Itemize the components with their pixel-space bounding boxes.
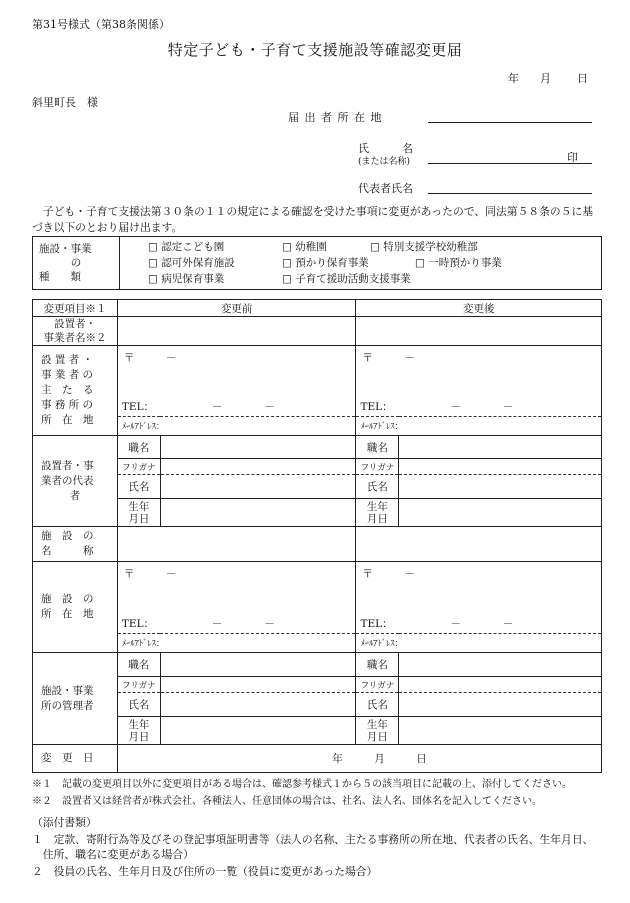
form-number: 第31号様式（第38条関係）	[32, 18, 170, 31]
declaration-text: 子ども・子育て支援法第３０条の１１の規定による確認を受けた事項に変更があったので、同法第５８条の５に基づき以下のとおり届け出ます。	[32, 205, 594, 234]
facility-type-label: 施設・事業 の 種 類	[33, 237, 120, 290]
rep-furigana-after[interactable]	[399, 459, 602, 475]
change-table	[32, 299, 602, 773]
rep-name-label-after: 氏名	[356, 475, 399, 499]
facility-postal-after[interactable]: 〒 －	[356, 562, 602, 615]
rep-name-label-before: 氏名	[117, 475, 160, 499]
mgr-furigana-label-before: フリガナ	[117, 677, 160, 693]
rep-post-before[interactable]	[160, 436, 356, 459]
header-after: 変更後	[356, 300, 602, 317]
checkbox-certified-kodomoen[interactable]: □ 認定こども園	[148, 241, 225, 253]
office-postal-after[interactable]: 〒 －	[356, 346, 602, 398]
attachment-item-2: ２ 役員の氏名、生年月日及び住所の一覧（役員に変更があった場合）	[32, 865, 378, 878]
checkbox-kindergarten[interactable]: □ 幼稚園	[282, 241, 327, 253]
row-label-office-address: 設 置 者 ・ 事 業 者 の 主 た る 事 務 所 の 所 在 地	[33, 346, 118, 436]
rep-dob-label-before: 生年 月日	[117, 499, 160, 527]
row-label-facility-address: 施 設 の 所 在 地	[33, 562, 118, 653]
checkbox-temporary-care[interactable]: □ 一時預かり事業	[415, 257, 502, 269]
owner-name-after[interactable]	[356, 317, 602, 346]
representative-field[interactable]	[428, 193, 592, 194]
rep-furigana-before[interactable]	[160, 459, 356, 475]
facility-name-after[interactable]	[356, 527, 602, 562]
facility-postal-before[interactable]: 〒 －	[117, 562, 356, 615]
mgr-name-label-before: 氏名	[117, 693, 160, 717]
change-date-field[interactable]: 年 月 日	[117, 745, 601, 773]
page-title: 特定子ども・子育て支援施設等確認変更届	[167, 41, 463, 59]
owner-name-before[interactable]	[117, 317, 356, 346]
mgr-name-before[interactable]	[160, 693, 356, 717]
seal-mark: 印	[567, 151, 578, 164]
checkbox-sick-child-care[interactable]: □ 病児保育事業	[148, 273, 225, 285]
header-change-item: 変更項目※１	[33, 300, 118, 317]
attachment-item-1: １ 定款、寄附行為等及びその登記事項証明書等（法人の名称、主たる事務所の所在地、代表者の氏名、生年月日、住所、職名に変更がある場合）	[32, 833, 594, 861]
checkbox-family-support[interactable]: □ 子育て援助活動支援事業	[282, 273, 411, 285]
office-postal-before[interactable]: 〒 －	[117, 346, 356, 398]
mgr-furigana-label-after: フリガナ	[356, 677, 399, 693]
date-month-label: 月	[540, 72, 551, 85]
rep-name-before[interactable]	[160, 475, 356, 499]
office-email-after[interactable]: ﾒｰﾙｱﾄﾞﾚｽ：	[356, 417, 602, 436]
mgr-post-label-after: 職名	[356, 653, 399, 677]
facility-tel-before[interactable]: TEL： － －	[117, 615, 356, 634]
addressee: 斜里町長 様	[32, 96, 98, 109]
note-1: ※１ 記載の変更項目以外に変更項目がある場合は、確認参考様式１から５の該当項目に記載の上、添付してください。	[32, 779, 572, 790]
rep-post-label-after: 職名	[356, 436, 399, 459]
header-before: 変更前	[117, 300, 356, 317]
rep-dob-before[interactable]	[160, 499, 356, 527]
mgr-dob-label-before: 生年 月日	[117, 717, 160, 745]
attachments-heading: （添付書類）	[32, 816, 97, 829]
applicant-name-label: 氏 名	[358, 142, 413, 155]
checkbox-unlicensed-nursery[interactable]: □ 認可外保育施設	[148, 257, 235, 269]
note-2: ※２ 設置者又は経営者が株式会社、各種法人、任意団体の場合は、社名、法人名、団体名を記入してください。	[32, 796, 542, 807]
row-label-representative: 設置者・事 業者の代表 者	[33, 436, 118, 527]
facility-name-before[interactable]	[117, 527, 356, 562]
mgr-dob-before[interactable]	[160, 717, 356, 745]
checkbox-extended-care[interactable]: □ 預かり保育事業	[282, 257, 369, 269]
rep-dob-label-after: 生年 月日	[356, 499, 399, 527]
mgr-post-label-before: 職名	[117, 653, 160, 677]
mgr-furigana-before[interactable]	[160, 677, 356, 693]
representative-label: 代表者氏名	[358, 182, 413, 195]
rep-furigana-label-before: フリガナ	[117, 459, 160, 475]
facility-tel-after[interactable]: TEL： － －	[356, 615, 602, 634]
facility-email-after[interactable]: ﾒｰﾙｱﾄﾞﾚｽ：	[356, 634, 602, 653]
rep-post-label-before: 職名	[117, 436, 160, 459]
row-label-change-date: 変 更 日	[33, 745, 118, 773]
facility-type-table	[32, 236, 602, 290]
rep-furigana-label-after: フリガナ	[356, 459, 399, 475]
office-tel-after[interactable]: TEL： － －	[356, 398, 602, 417]
rep-post-after[interactable]	[399, 436, 602, 459]
row-label-facility-name: 施 設 の 名 称	[33, 527, 118, 562]
row-label-owner-name: 設置者・ 事業者名※２	[33, 317, 118, 346]
rep-name-after[interactable]	[399, 475, 602, 499]
mgr-dob-after[interactable]	[399, 717, 602, 745]
mgr-furigana-after[interactable]	[399, 677, 602, 693]
date-day-label: 日	[577, 72, 588, 85]
row-label-manager: 施設・事業 所の管理者	[33, 653, 118, 745]
applicant-name-sublabel: (または名称)	[358, 157, 411, 167]
office-email-before[interactable]: ﾒｰﾙｱﾄﾞﾚｽ：	[117, 417, 356, 436]
mgr-name-after[interactable]	[399, 693, 602, 717]
mgr-post-after[interactable]	[399, 653, 602, 677]
facility-type-options	[120, 237, 602, 290]
rep-dob-after[interactable]	[399, 499, 602, 527]
checkbox-special-support-kindergarten[interactable]: □ 特別支援学校幼稚部	[370, 241, 478, 253]
applicant-address-field[interactable]	[428, 122, 592, 123]
office-tel-before[interactable]: TEL： － －	[117, 398, 356, 417]
date-year-label: 年	[508, 72, 519, 85]
applicant-address-label: 届 出 者 所 在 地	[288, 111, 383, 124]
facility-email-before[interactable]: ﾒｰﾙｱﾄﾞﾚｽ：	[117, 634, 356, 653]
mgr-name-label-after: 氏名	[356, 693, 399, 717]
mgr-post-before[interactable]	[160, 653, 356, 677]
mgr-dob-label-after: 生年 月日	[356, 717, 399, 745]
